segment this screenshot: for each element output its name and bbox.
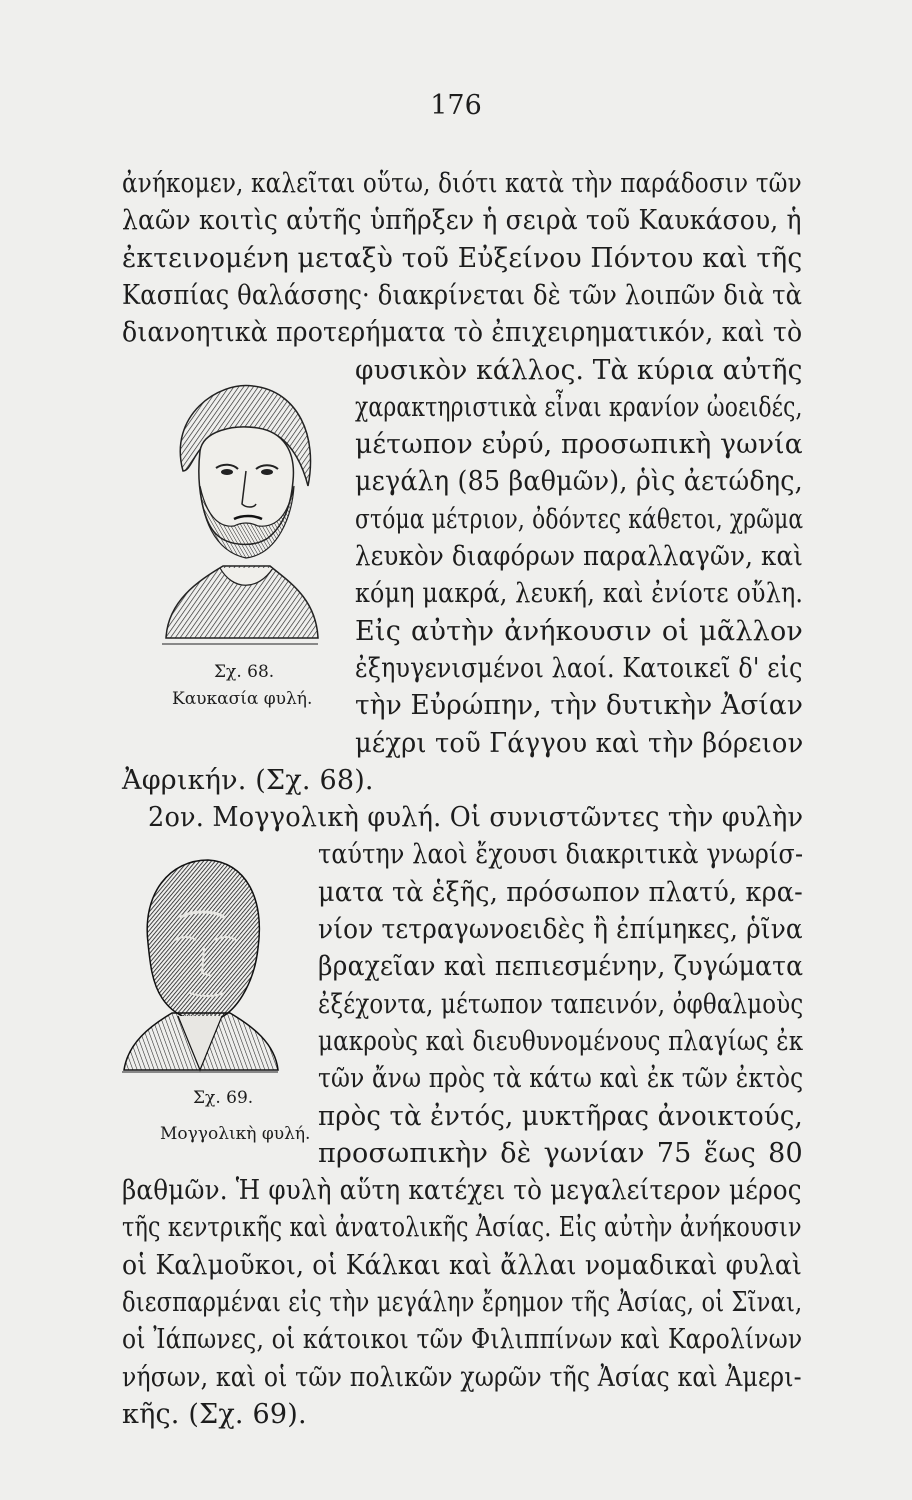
text-line: τῶν ἄνω πρὸς τὰ κάτω καὶ ἐκ τῶν ἐκτὸς [318, 1063, 804, 1095]
text-line: βαθμῶν. Ἡ φυλὴ αὕτη κατέχει τὸ μεγαλείτερον μέρος [122, 1175, 802, 1207]
figure-68-portrait [158, 376, 322, 656]
text-line: κῆς. (Σχ. 69). [122, 1398, 307, 1430]
text-line: μέχρι τοῦ Γάγγου καὶ τὴν βόρειον [355, 727, 804, 759]
text-line: 2ον. Μογγολικὴ φυλή. Οἱ συνιστῶντες τὴν φυλὴν [148, 802, 804, 834]
text-line: ἐξέχοντα, μέτωπον ταπεινόν, ὀφθαλμοὺς [318, 988, 804, 1020]
figure-69-label: Σχ. 69. [193, 1088, 254, 1108]
text-line: βραχεῖαν καὶ πεπιεσμένην, ζυγώματα [318, 951, 804, 983]
text-line: πρὸς τὰ ἐντός, μυκτῆρας ἀνοικτούς, [318, 1100, 803, 1132]
page-number: 176 [430, 90, 482, 121]
text-line: στόμα μέτριον, ὀδόντες κάθετοι, χρῶμα [355, 503, 804, 535]
text-line: νίον τετραγωνοειδὲς ἢ ἐπίμηκες, ῥῖνα [318, 914, 803, 945]
text-line: λαῶν κοιτὶς αὐτῆς ὑπῆρξεν ἡ σειρὰ τοῦ Καυκάσου, ἡ [122, 205, 802, 237]
figure-68-label: Σχ. 68. [214, 662, 275, 682]
figure-69-portrait [120, 848, 280, 1076]
text-line: μακροὺς καὶ διευθυνομένους πλαγίως ἐκ [318, 1025, 804, 1057]
text-line: χαρακτηριστικὰ εἶναι κρανίον ὠοειδές, [355, 391, 803, 423]
text-line: προσωπικὴν δὲ γωνίαν 75 ἕως 80 [318, 1137, 803, 1169]
text-line: ματα τὰ ἑξῆς, πρόσωπον πλατύ, κρα- [318, 876, 803, 908]
text-line: μεγάλη (85 βαθμῶν), ῥὶς ἀετώδης, [355, 466, 803, 498]
figure-69-caption: Μογγολικὴ φυλή. [160, 1124, 311, 1144]
text-line: ἐκτεινομένη μεταξὺ τοῦ Εὐξείνου Πόντου καὶ τῆς [122, 242, 803, 274]
text-line: ἐξηυγενισμένοι λαοί. Κατοικεῖ δ' εἰς [355, 652, 803, 684]
text-line: ταύτην λαοὶ ἔχουσι διακριτικὰ γνωρίσ- [318, 839, 804, 871]
text-line: τὴν Εὐρώπην, τὴν δυτικὴν Ἀσίαν [355, 690, 804, 722]
text-line: Ἀφρικήν. (Σχ. 68). [122, 764, 374, 796]
text-line: οἱ Καλμοῦκοι, οἱ Κάλκαι καὶ ἄλλαι νομαδικαὶ φυλαὶ [122, 1249, 803, 1281]
text-line: Εἰς αὐτὴν ἀνήκουσιν οἱ μᾶλλον [355, 615, 804, 647]
text-line: τῆς κεντρικῆς καὶ ἀνατολικῆς Ἀσίας. Εἰς αὐτὴν ἀνήκουσιν [122, 1212, 802, 1244]
text-line: κόμη μακρά, λευκή, καὶ ἐνίοτε οὔλη. [355, 578, 804, 610]
text-line: μέτωπον εὐρύ, προσωπικὴ γωνία [355, 429, 803, 461]
text-line: νήσων, καὶ οἱ τῶν πολικῶν χωρῶν τῆς Ἀσίας καὶ Ἀμερι- [122, 1361, 802, 1393]
text-line: ἀνήκομεν, καλεῖται οὕτω, διότι κατὰ τὴν παράδοσιν τῶν [122, 168, 802, 199]
text-line: Κασπίας θαλάσσης· διακρίνεται δὲ τῶν λοιπῶν διὰ τὰ [122, 279, 803, 311]
text-line: φυσικὸν κάλλος. Τὰ κύρια αὐτῆς [355, 354, 803, 386]
figure-68-caption: Καυκασία φυλή. [172, 689, 313, 709]
text-line: λευκὸν διαφόρων παραλλαγῶν, καὶ [355, 541, 803, 572]
text-line: διεσπαρμέναι εἰς τὴν μεγάλην ἔρημον τῆς Ἀσίας, οἱ Σῖναι, [122, 1287, 803, 1318]
text-line: διανοητικὰ προτερήματα τὸ ἐπιχειρηματικόν, καὶ τὸ [122, 317, 803, 349]
text-line: οἱ Ἰάπωνες, οἱ κάτοικοι τῶν Φιλιππίνων καὶ Καρολίνων [122, 1324, 803, 1356]
